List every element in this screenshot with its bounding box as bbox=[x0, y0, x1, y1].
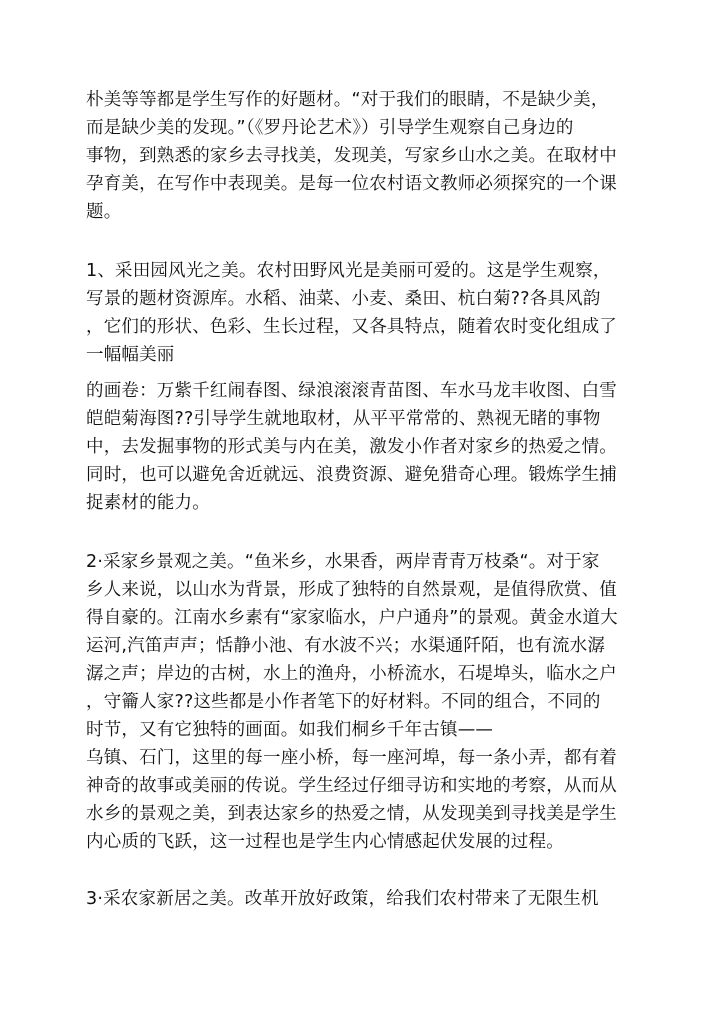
text-line: 朴美等等都是学生写作的好题材。“对于我们的眼睛，不是缺少美， bbox=[86, 90, 609, 110]
text-line: 乡人来说，以山水为背景，形成了独特的自然景观，是值得欣赏、值 bbox=[86, 580, 617, 600]
text-line: 时节，又有它独特的画面。如我们桐乡千年古镇—— bbox=[86, 720, 494, 740]
text-line: 一幅幅美丽 bbox=[86, 345, 175, 365]
text-line: ，它们的形状、色彩、生长过程，又各具特点，随着农时变化组成了 bbox=[86, 317, 617, 337]
text-line: 乌镇、石门，这里的每一座小桥，每一座河埠，每一条小弄，都有着 bbox=[86, 748, 617, 768]
text-line: 而是缺少美的发现。”（《罗丹论艺术》）引导学生观察自己身边的 bbox=[86, 118, 574, 138]
text-line: 中，去发掘事物的形式美与内在美，激发小作者对家乡的热爱之情。 bbox=[86, 437, 617, 457]
text-line: 内心质的飞跃，这一过程也是学生内心情感起伏发展的过程。 bbox=[86, 832, 564, 852]
text-line: 得自豪的。江南水乡素有“家家临水，户户通舟”的景观。黄金水道大 bbox=[86, 608, 618, 628]
text-line: 神奇的故事或美丽的传说。学生经过仔细寻访和实地的考察，从而从 bbox=[86, 776, 617, 796]
text-line: 1、采田园风光之美。农村田野风光是美丽可爱的。这是学生观察， bbox=[86, 261, 611, 281]
text-line: 的画卷：万紫千红闹春图、绿浪滚滚青苗图、车水马龙丰收图、白雪 bbox=[86, 381, 617, 401]
text-line: 潺之声；岸边的古树，水上的渔舟，小桥流水，石堤埠头，临水之户 bbox=[86, 664, 617, 684]
text-line: 捉素材的能力。 bbox=[86, 493, 210, 513]
text-line: 运河,汽笛声声；恬静小池、有水波不兴；水渠通阡陌，也有流水潺 bbox=[86, 636, 606, 656]
text-line: 3·采农家新居之美。改革开放好政策，给我们农村带来了无限生机 bbox=[86, 889, 599, 909]
text-line: 事物，到熟悉的家乡去寻找美，发现美，写家乡山水之美。在取材中 bbox=[86, 146, 617, 166]
text-line: 写景的题材资源库。水稻、油菜、小麦、桑田、杭白菊??各具风韵 bbox=[86, 289, 601, 309]
text-line: 孕育美，在写作中表现美。是每一位农村语文教师必须探究的一个课 bbox=[86, 174, 617, 194]
text-line: ，守籥人家??这些都是小作者笔下的好材料。不同的组合，不同的 bbox=[86, 692, 601, 712]
text-line: 水乡的景观之美，到表达家乡的热爱之情，从发现美到寻找美是学生 bbox=[86, 804, 617, 824]
text-line: 题。 bbox=[86, 202, 122, 222]
text-line: 同时，也可以避免舍近就远、浪费资源、避免猎奇心理。锻炼学生捕 bbox=[86, 465, 617, 485]
text-line: 皑皑菊海图??引导学生就地取材，从平平常常的、熟视无睹的事物 bbox=[86, 409, 601, 429]
text-line: 2·采家乡景观之美。“鱼米乡，水果香，两岸青青万枝桑“。对于家 bbox=[86, 552, 600, 572]
